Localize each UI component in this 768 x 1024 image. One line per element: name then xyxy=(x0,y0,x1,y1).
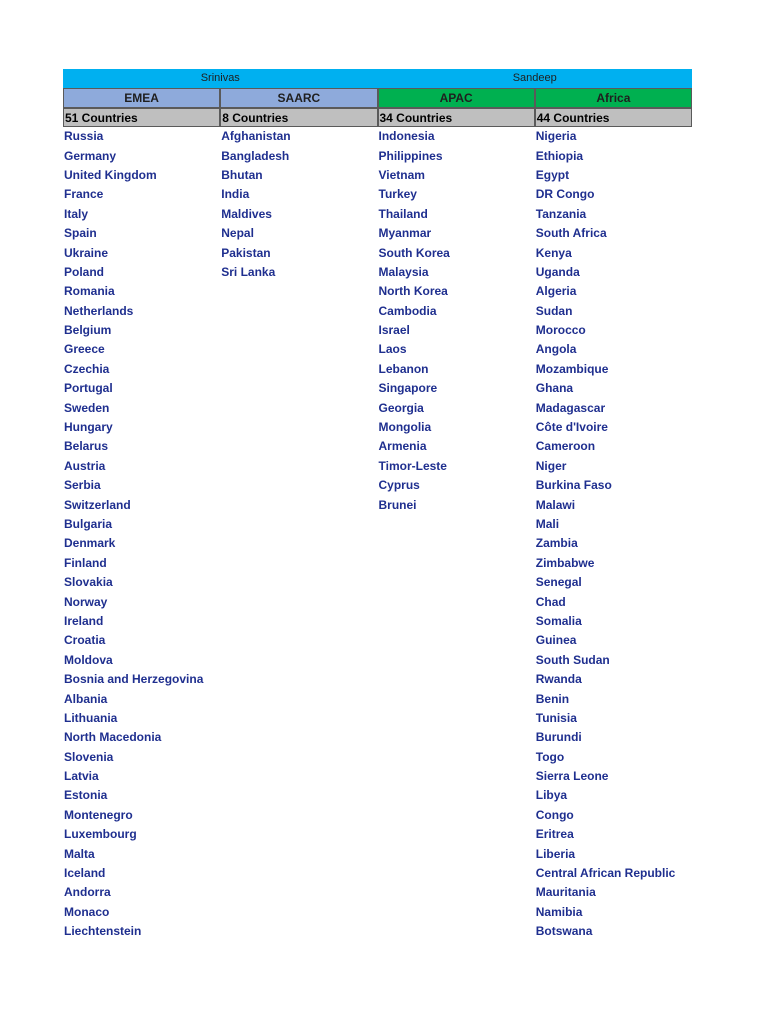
count-emea: 51 Countries xyxy=(63,108,220,127)
table-row xyxy=(63,437,692,456)
table-row xyxy=(63,457,692,476)
country-cell-apac: North Korea xyxy=(378,284,448,299)
empty-cell xyxy=(220,534,377,553)
table-row xyxy=(63,845,692,864)
country-cell-emea: Finland xyxy=(64,555,107,570)
country-cell-africa: Nigeria xyxy=(535,129,577,144)
empty-cell xyxy=(220,399,377,418)
count-row xyxy=(63,108,692,127)
country-cell-africa: Malawi xyxy=(535,497,576,512)
country-cell-africa: Sierra Leone xyxy=(535,769,609,784)
table-row xyxy=(63,612,692,631)
empty-cell xyxy=(220,515,377,534)
country-region-table xyxy=(63,69,692,942)
table-row xyxy=(63,883,692,902)
table-row xyxy=(63,670,692,689)
empty-cell xyxy=(378,593,535,612)
empty-cell xyxy=(220,845,377,864)
empty-cell xyxy=(378,651,535,670)
country-cell-emea: Luxembourg xyxy=(64,827,137,842)
country-cell-africa: Congo xyxy=(535,807,574,822)
country-cell-emea: Germany xyxy=(64,148,117,163)
country-cell-emea: Sweden xyxy=(64,400,110,415)
empty-cell xyxy=(378,883,535,902)
country-cell-apac: Georgia xyxy=(378,400,424,415)
table-row xyxy=(63,515,692,534)
country-cell-africa: Tunisia xyxy=(535,710,577,725)
table-row xyxy=(63,185,692,204)
empty-cell xyxy=(220,767,377,786)
country-cell-africa: Chad xyxy=(535,594,566,609)
empty-cell xyxy=(220,418,377,437)
table-row xyxy=(63,573,692,592)
empty-cell xyxy=(220,340,377,359)
country-cell-emea: Russia xyxy=(64,129,104,144)
country-rows xyxy=(63,127,692,941)
empty-cell xyxy=(220,631,377,650)
empty-cell xyxy=(220,651,377,670)
empty-cell xyxy=(378,903,535,922)
empty-cell xyxy=(220,903,377,922)
table-row xyxy=(63,166,692,185)
country-cell-africa: Burundi xyxy=(535,730,582,745)
empty-cell xyxy=(220,282,377,301)
table-row xyxy=(63,418,692,437)
empty-cell xyxy=(220,612,377,631)
country-cell-apac: Turkey xyxy=(378,187,417,202)
empty-cell xyxy=(220,670,377,689)
country-cell-emea: Moldova xyxy=(64,652,113,667)
country-cell-apac: Vietnam xyxy=(378,167,425,182)
country-cell-saarc: India xyxy=(221,187,250,202)
table-row xyxy=(63,476,692,495)
region-header-saarc: SAARC xyxy=(220,88,377,107)
country-cell-africa: Côte d'Ivoire xyxy=(535,420,608,435)
country-cell-africa: Mali xyxy=(535,516,560,531)
empty-cell xyxy=(220,379,377,398)
country-cell-emea: Hungary xyxy=(64,420,113,435)
empty-cell xyxy=(220,786,377,805)
country-cell-emea: Netherlands xyxy=(64,303,134,318)
country-cell-apac: Israel xyxy=(378,323,410,338)
country-cell-saarc: Bangladesh xyxy=(221,148,290,163)
country-cell-africa: Rwanda xyxy=(535,672,582,687)
empty-cell xyxy=(378,554,535,573)
country-cell-emea: Bosnia and Herzegovina xyxy=(64,672,204,687)
country-cell-africa: Zimbabwe xyxy=(535,555,595,570)
table-row xyxy=(63,263,692,282)
empty-cell xyxy=(220,883,377,902)
country-cell-saarc: Sri Lanka xyxy=(221,264,276,279)
empty-cell xyxy=(220,728,377,747)
country-cell-emea: Albania xyxy=(64,691,108,706)
country-cell-africa: Ghana xyxy=(535,381,574,396)
country-cell-africa: Mozambique xyxy=(535,361,609,376)
table-row xyxy=(63,903,692,922)
empty-cell xyxy=(220,825,377,844)
country-cell-africa: Senegal xyxy=(535,575,582,590)
country-cell-apac: Timor-Leste xyxy=(378,458,447,473)
table-row xyxy=(63,399,692,418)
country-cell-africa: Benin xyxy=(535,691,570,706)
empty-cell xyxy=(220,864,377,883)
country-cell-apac: Armenia xyxy=(378,439,427,454)
empty-cell xyxy=(378,786,535,805)
country-cell-emea: Slovakia xyxy=(64,575,113,590)
country-cell-apac: Philippines xyxy=(378,148,443,163)
country-cell-emea: Italy xyxy=(64,206,89,221)
country-cell-emea: United Kingdom xyxy=(64,167,157,182)
country-cell-apac: Cambodia xyxy=(378,303,437,318)
country-cell-emea: Spain xyxy=(64,226,97,241)
table-row xyxy=(63,709,692,728)
country-cell-apac: Brunei xyxy=(378,497,417,512)
empty-cell xyxy=(220,573,377,592)
empty-cell xyxy=(378,690,535,709)
region-header-apac: APAC xyxy=(378,88,535,107)
country-cell-emea: France xyxy=(64,187,104,202)
country-cell-emea: Iceland xyxy=(64,866,106,881)
empty-cell xyxy=(378,845,535,864)
country-cell-africa: Cameroon xyxy=(535,439,596,454)
empty-cell xyxy=(220,690,377,709)
country-cell-apac: Singapore xyxy=(378,381,438,396)
empty-cell xyxy=(378,922,535,941)
country-cell-africa: Tanzania xyxy=(535,206,587,221)
empty-cell xyxy=(378,670,535,689)
country-cell-africa: Namibia xyxy=(535,904,583,919)
empty-cell xyxy=(220,806,377,825)
empty-cell xyxy=(220,554,377,573)
table-row xyxy=(63,282,692,301)
country-cell-emea: Austria xyxy=(64,458,106,473)
empty-cell xyxy=(220,457,377,476)
country-cell-emea: Latvia xyxy=(64,769,99,784)
table-row xyxy=(63,786,692,805)
empty-cell xyxy=(220,476,377,495)
table-row xyxy=(63,147,692,166)
country-cell-emea: Switzerland xyxy=(64,497,131,512)
empty-cell xyxy=(378,748,535,767)
country-cell-emea: Montenegro xyxy=(64,807,133,822)
country-cell-africa: Togo xyxy=(535,749,565,764)
country-cell-emea: Bulgaria xyxy=(64,516,113,531)
table-row xyxy=(63,496,692,515)
country-cell-apac: Cyprus xyxy=(378,478,420,493)
empty-cell xyxy=(378,573,535,592)
country-cell-africa: DR Congo xyxy=(535,187,595,202)
table-row xyxy=(63,825,692,844)
country-cell-apac: Mongolia xyxy=(378,420,432,435)
empty-cell xyxy=(220,437,377,456)
country-cell-emea: Monaco xyxy=(64,904,110,919)
owner-row xyxy=(63,69,692,88)
country-cell-emea: Andorra xyxy=(64,885,111,900)
empty-cell xyxy=(378,806,535,825)
country-cell-emea: Norway xyxy=(64,594,108,609)
country-cell-africa: Algeria xyxy=(535,284,577,299)
country-cell-emea: Ireland xyxy=(64,613,104,628)
country-cell-emea: Belarus xyxy=(64,439,109,454)
country-cell-africa: Botswana xyxy=(535,924,593,939)
table-row xyxy=(63,224,692,243)
country-cell-africa: Angola xyxy=(535,342,577,357)
table-row xyxy=(63,651,692,670)
table-row xyxy=(63,690,692,709)
table-row xyxy=(63,205,692,224)
country-cell-saarc: Maldives xyxy=(221,206,272,221)
table-row xyxy=(63,302,692,321)
region-header-emea: EMEA xyxy=(63,88,220,107)
country-cell-saarc: Pakistan xyxy=(221,245,271,260)
empty-cell xyxy=(378,825,535,844)
empty-cell xyxy=(220,302,377,321)
country-cell-africa: Madagascar xyxy=(535,400,606,415)
country-cell-africa: South Sudan xyxy=(535,652,610,667)
country-cell-africa: Zambia xyxy=(535,536,578,551)
table-row xyxy=(63,922,692,941)
table-row xyxy=(63,748,692,767)
table-row xyxy=(63,728,692,747)
country-cell-africa: Ethiopia xyxy=(535,148,584,163)
country-cell-africa: Niger xyxy=(535,458,567,473)
table-row xyxy=(63,534,692,553)
empty-cell xyxy=(220,593,377,612)
country-cell-saarc: Bhutan xyxy=(221,167,263,182)
country-cell-africa: Central African Republic xyxy=(535,866,676,881)
country-cell-emea: Denmark xyxy=(64,536,116,551)
empty-cell xyxy=(220,360,377,379)
country-cell-emea: Serbia xyxy=(64,478,101,493)
country-cell-emea: Poland xyxy=(64,264,105,279)
table-row xyxy=(63,360,692,379)
country-cell-africa: Mauritania xyxy=(535,885,596,900)
country-cell-emea: Estonia xyxy=(64,788,108,803)
empty-cell xyxy=(378,767,535,786)
table-row xyxy=(63,864,692,883)
region-header-row xyxy=(63,88,692,107)
table-row xyxy=(63,767,692,786)
country-cell-africa: Uganda xyxy=(535,264,580,279)
country-cell-emea: Czechia xyxy=(64,361,110,376)
empty-cell xyxy=(378,864,535,883)
country-cell-africa: Guinea xyxy=(535,633,577,648)
table-row xyxy=(63,379,692,398)
empty-cell xyxy=(378,612,535,631)
empty-cell xyxy=(378,515,535,534)
empty-cell xyxy=(220,922,377,941)
country-cell-emea: Malta xyxy=(64,846,95,861)
country-cell-africa: Morocco xyxy=(535,323,586,338)
table-row xyxy=(63,631,692,650)
table-row xyxy=(63,127,692,146)
country-cell-africa: Eritrea xyxy=(535,827,574,842)
country-cell-africa: Somalia xyxy=(535,613,582,628)
country-cell-emea: Croatia xyxy=(64,633,106,648)
country-cell-emea: Romania xyxy=(64,284,115,299)
country-cell-saarc: Afghanistan xyxy=(221,129,291,144)
country-cell-emea: North Macedonia xyxy=(64,730,162,745)
country-cell-apac: Laos xyxy=(378,342,407,357)
country-cell-africa: Egypt xyxy=(535,167,570,182)
country-cell-apac: Lebanon xyxy=(378,361,429,376)
empty-cell xyxy=(220,496,377,515)
country-cell-emea: Greece xyxy=(64,342,105,357)
country-cell-emea: Belgium xyxy=(64,323,112,338)
empty-cell xyxy=(378,534,535,553)
country-cell-emea: Ukraine xyxy=(64,245,109,260)
country-cell-africa: Libya xyxy=(535,788,568,803)
owner-sandeep: Sandeep xyxy=(512,72,557,84)
country-cell-emea: Liechtenstein xyxy=(64,924,142,939)
country-cell-africa: Liberia xyxy=(535,846,576,861)
table-row xyxy=(63,554,692,573)
country-cell-apac: Myanmar xyxy=(378,226,432,241)
count-africa: 44 Countries xyxy=(535,108,692,127)
table-row xyxy=(63,593,692,612)
empty-cell xyxy=(220,709,377,728)
country-cell-emea: Lithuania xyxy=(64,710,118,725)
country-cell-emea: Portugal xyxy=(64,381,113,396)
country-cell-africa: Burkina Faso xyxy=(535,478,612,493)
country-cell-africa: Sudan xyxy=(535,303,573,318)
empty-cell xyxy=(378,728,535,747)
country-cell-apac: Malaysia xyxy=(378,264,429,279)
table-row xyxy=(63,340,692,359)
country-cell-apac: Thailand xyxy=(378,206,428,221)
empty-cell xyxy=(378,631,535,650)
country-cell-emea: Slovenia xyxy=(64,749,114,764)
table-row xyxy=(63,321,692,340)
table-row xyxy=(63,244,692,263)
region-header-africa: Africa xyxy=(535,88,692,107)
empty-cell xyxy=(378,709,535,728)
owner-srinivas: Srinivas xyxy=(200,72,240,84)
country-cell-apac: South Korea xyxy=(378,245,450,260)
empty-cell xyxy=(220,748,377,767)
count-saarc: 8 Countries xyxy=(220,108,377,127)
country-cell-saarc: Nepal xyxy=(221,226,254,241)
empty-cell xyxy=(220,321,377,340)
country-cell-africa: Kenya xyxy=(535,245,572,260)
country-cell-apac: Indonesia xyxy=(378,129,435,144)
count-apac: 34 Countries xyxy=(378,108,535,127)
table-row xyxy=(63,806,692,825)
country-cell-africa: South Africa xyxy=(535,226,607,241)
